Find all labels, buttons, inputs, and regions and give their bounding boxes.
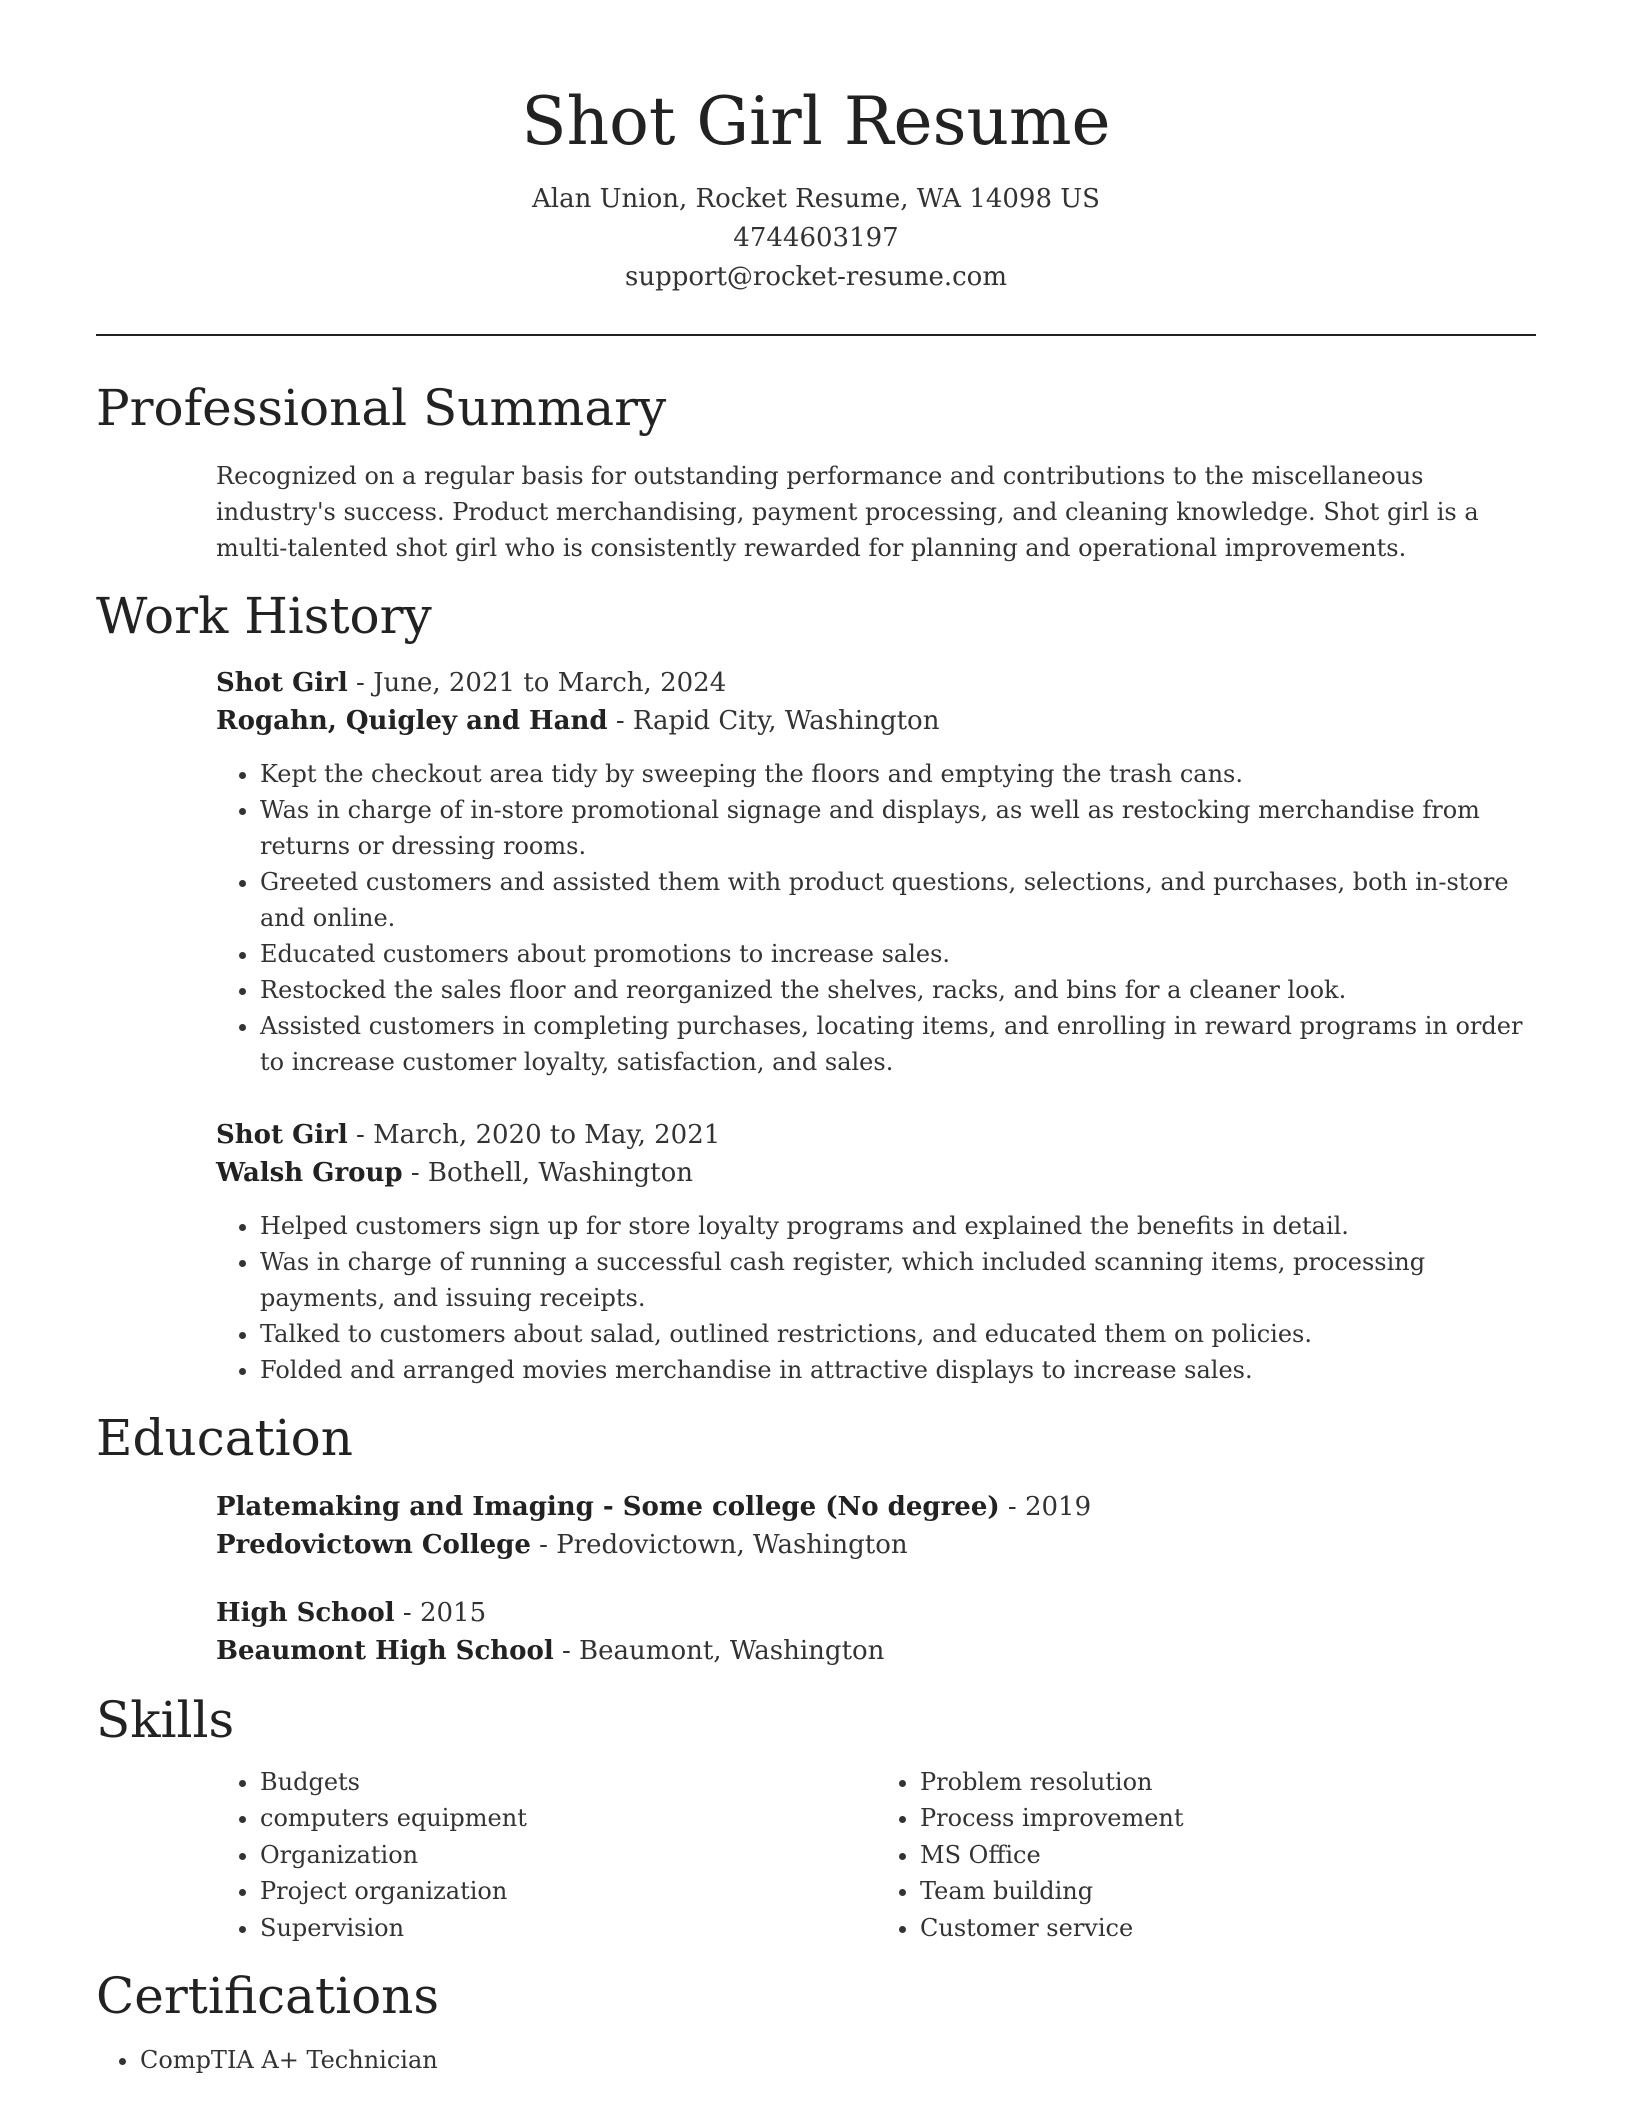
- job-duty: • Restocked the sales floor and reorganized the shelves, racks, and bins for a cleaner look.: [260, 972, 1536, 1008]
- certification-item: • CompTIA A+ Technician: [140, 2042, 1536, 2078]
- education-degree-line: [216, 1488, 1536, 1526]
- job-company-line: [216, 702, 1536, 740]
- job-title: Shot Girl: [216, 1119, 348, 1150]
- job-duty: • Helped customers sign up for store loyalty programs and explained the benefits in detail.: [260, 1208, 1536, 1244]
- job-company-line: [216, 1154, 1536, 1192]
- job-duty: • Was in charge of running a successful cash register, which included scanning items, processing payments, and issuing receipts.: [260, 1244, 1536, 1316]
- work-history-section: [96, 586, 1536, 1388]
- certifications-heading: Certifications: [96, 1967, 440, 2026]
- skill-item: • Budgets: [260, 1764, 876, 1801]
- resume-title: Shot Girl Resume: [521, 83, 1111, 160]
- education-location: - Beaumont, Washington: [553, 1635, 885, 1666]
- skill-item: • computers equipment: [260, 1800, 876, 1837]
- skill-item: • Organization: [260, 1837, 876, 1874]
- job-duties-list: [216, 756, 1536, 1080]
- header-divider: [96, 334, 1536, 336]
- education-degree-line: [216, 1594, 1536, 1632]
- skill-item: • Supervision: [260, 1910, 876, 1947]
- job-dates: - June, 2021 to March, 2024: [347, 667, 727, 698]
- skills-list-left: [216, 1764, 876, 1947]
- contact-block: [96, 180, 1536, 297]
- job-company: Walsh Group: [216, 1157, 403, 1188]
- skills-section: [96, 1690, 1536, 1947]
- job-duty: • Assisted customers in completing purchases, locating items, and enrolling in reward programs in order to increase customer loyalty, satisfaction, and sales.: [260, 1008, 1536, 1080]
- skill-item: • Project organization: [260, 1873, 876, 1910]
- work-history-heading: Work History: [96, 586, 432, 645]
- skill-item: • Problem resolution: [920, 1764, 1536, 1801]
- job-duty: • Folded and arranged movies merchandise in attractive displays to increase sales.: [260, 1352, 1536, 1388]
- job-duty: • Talked to customers about salad, outlined restrictions, and educated them on policies.: [260, 1316, 1536, 1352]
- job-dates: - March, 2020 to May, 2021: [347, 1119, 721, 1150]
- skills-grid: [216, 1764, 1536, 1947]
- job-title-line: [216, 664, 1536, 702]
- job-duty: • Greeted customers and assisted them with product questions, selections, and purchases, both in-store and online.: [260, 864, 1536, 936]
- summary-section: [96, 378, 1536, 566]
- job-location: - Bothell, Washington: [402, 1157, 694, 1188]
- job-company: Rogahn, Quigley and Hand: [216, 705, 608, 736]
- education-location: - Predovictown, Washington: [530, 1529, 908, 1560]
- job-entry: [216, 1116, 1536, 1388]
- job-title: Shot Girl: [216, 667, 348, 698]
- job-location: - Rapid City, Washington: [607, 705, 940, 736]
- skill-item: • Team building: [920, 1873, 1536, 1910]
- job-title-line: [216, 1116, 1536, 1154]
- certifications-list: [96, 2042, 1536, 2078]
- education-degree: Platemaking and Imaging - Some college (No degree): [216, 1491, 1000, 1522]
- skill-item: • Customer service: [920, 1910, 1536, 1947]
- contact-address: Alan Union, Rocket Resume, WA 14098 US: [532, 183, 1100, 214]
- summary-text: Recognized on a regular basis for outstanding performance and contributions to the miscellaneous industry's success. Product merchandising, payment processing, and cleaning knowledge. Shot girl is a multi-talented shot girl who is consistently rewarded for planning and operational improvements.: [216, 461, 1479, 562]
- certifications-section: [96, 1966, 1536, 2078]
- education-section: [96, 1408, 1536, 1670]
- education-degree: High School: [216, 1597, 395, 1628]
- education-entry: [216, 1488, 1536, 1564]
- skill-item: • Process improvement: [920, 1800, 1536, 1837]
- education-school-line: [216, 1526, 1536, 1564]
- job-duty: • Kept the checkout area tidy by sweeping the floors and emptying the trash cans.: [260, 756, 1536, 792]
- skills-list-right: [876, 1764, 1536, 1947]
- summary-heading: Professional Summary: [96, 378, 667, 437]
- contact-email: support@rocket-resume.com: [624, 261, 1007, 292]
- job-entry: [216, 664, 1536, 1080]
- education-year: - 2019: [999, 1491, 1092, 1522]
- job-duty: • Was in charge of in-store promotional signage and displays, as well as restocking merchandise from returns or dressing rooms.: [260, 792, 1536, 864]
- skill-item: • MS Office: [920, 1837, 1536, 1874]
- skills-heading: Skills: [96, 1690, 235, 1749]
- job-duties-list: [216, 1208, 1536, 1388]
- education-school-line: [216, 1632, 1536, 1670]
- education-school: Beaumont High School: [216, 1635, 554, 1666]
- education-heading: Education: [96, 1408, 353, 1467]
- education-entry: [216, 1594, 1536, 1670]
- job-duty: • Educated customers about promotions to increase sales.: [260, 936, 1536, 972]
- education-year: - 2015: [394, 1597, 487, 1628]
- education-school: Predovictown College: [216, 1529, 531, 1560]
- contact-phone: 4744603197: [733, 222, 899, 253]
